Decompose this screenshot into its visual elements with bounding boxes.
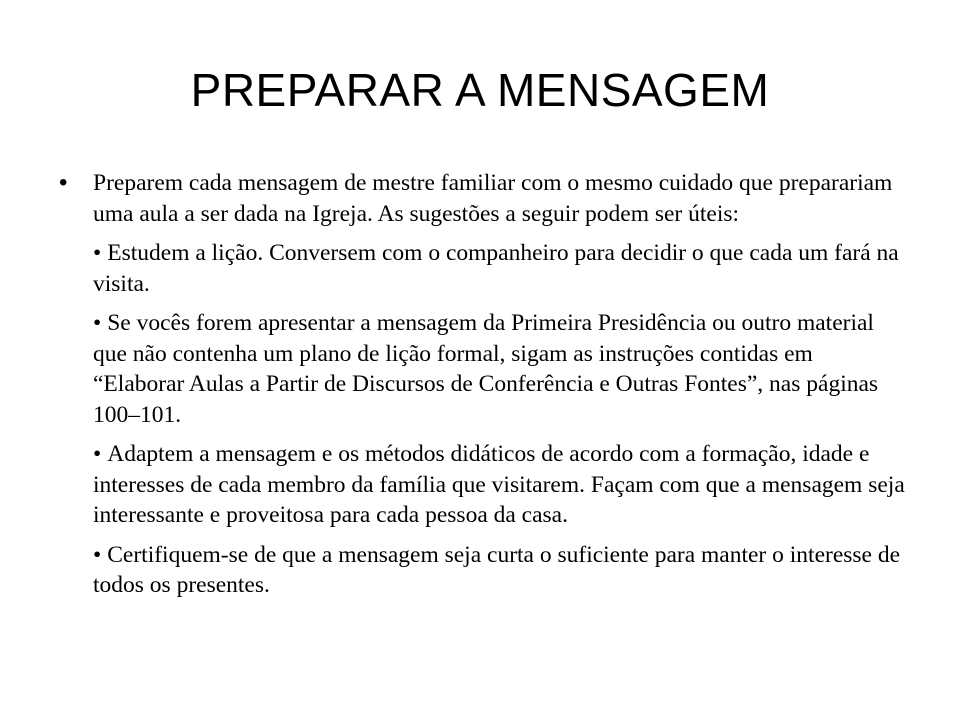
sub-bullet-marker: • [93,541,102,568]
slide-title: PREPARAR A MENSAGEM [190,64,770,116]
sub-bullet-text: Certifiquem-se de que a mensagem seja curta o suficiente para manter o interesse de todos os presentes. [93,541,901,598]
sub-bullet-text: Adaptem a mensagem e os métodos didáticos de acordo com a formação, idade e interesses de cada membro da família que visitarem. Façam com que a mensagem seja interessante e proveitosa para cada pessoa da casa. [93,441,905,528]
sub-bullet-list [59,238,909,601]
sub-bullet-text: Se vocês forem apresentar a mensagem da Primeira Presidência ou outro material que não contenha um plano de lição formal, sigam as instruções contidas em “Elaborar Aulas a Partir de Discursos de Conferência e Outras Fontes”, nas páginas 100–101. [93,310,879,428]
sub-bullet-item [93,540,909,601]
sub-bullet-item [93,308,909,430]
sub-bullet-text: Estudem a lição. Conversem com o companheiro para decidir o que cada um fará na visita. [93,240,899,297]
sub-bullet-item [93,439,909,531]
bullet-marker: • [59,169,68,196]
sub-bullet-marker: • [93,310,102,336]
sub-bullet-marker: • [93,240,102,266]
slide-body [59,168,909,601]
sub-bullet-item [93,238,909,299]
sub-bullet-marker: • [93,441,102,467]
main-bullet-text: Preparem cada mensagem de mestre familiar com o mesmo cuidado que preparariam uma aula a ser dada na Igreja. As sugestões a seguir podem ser úteis: [93,170,893,227]
